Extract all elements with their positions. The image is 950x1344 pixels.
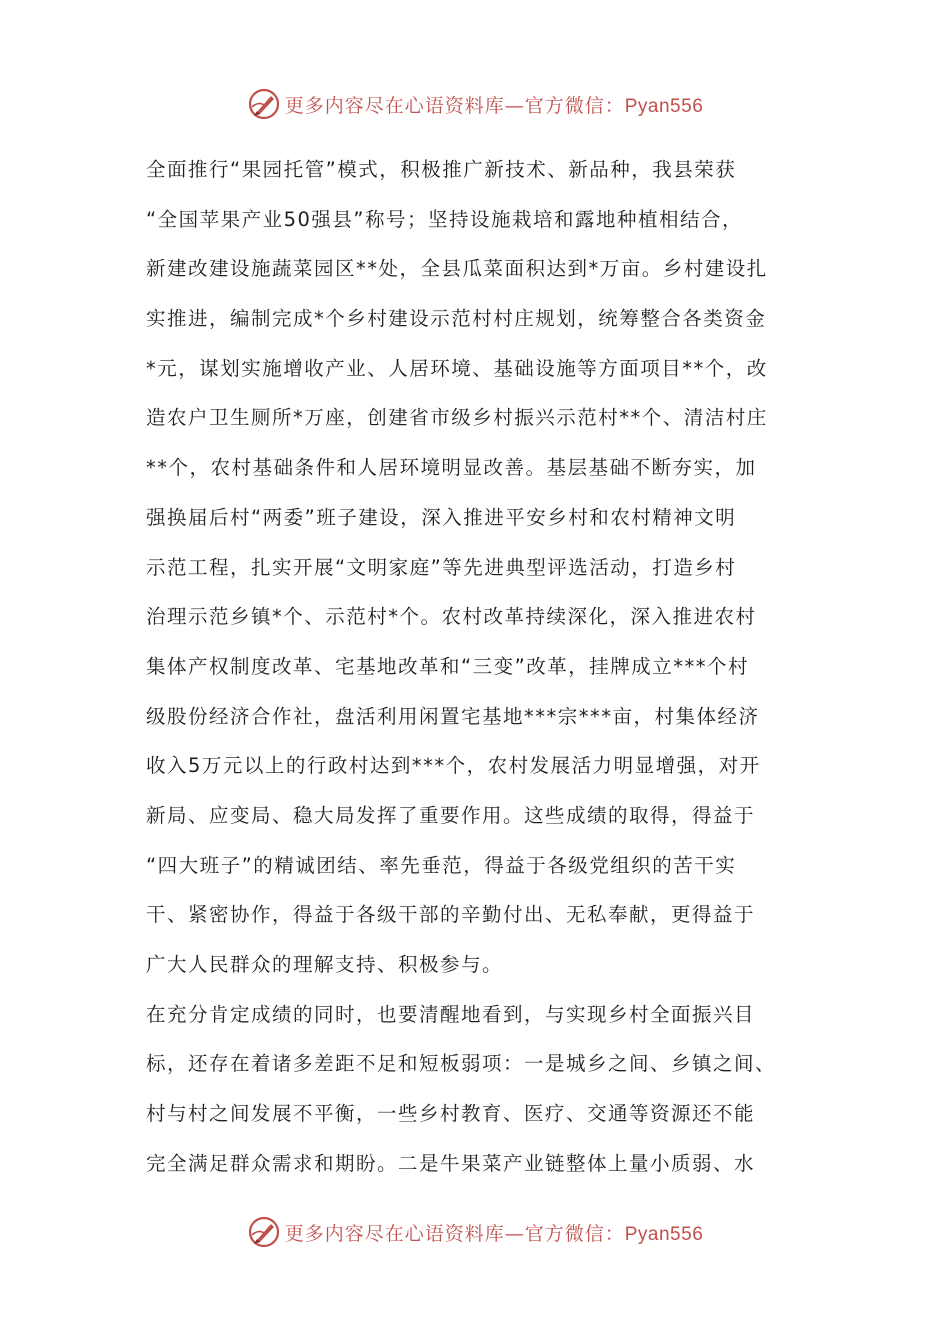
text-line: 级股份经济合作社，盘活利用闲置宅基地***宗***亩，村集体经济 [146,704,760,728]
text-line: 全面推行“果园托管”模式，积极推广新技术、新品种，我县荣获 [146,158,737,181]
footer-banner [0,1210,950,1254]
text-line: 在充分肯定成绩的同时，也要清醒地看到，与实现乡村全面振兴目 [146,1002,756,1026]
footer-banner-text: 更多内容尽在心语资料库—官方微信：Pyan556 [284,1222,704,1245]
text-line: 干、紧密协作，得益于各级干部的辛勤付出、无私奉献，更得益于 [146,903,756,927]
text-line: 治理示范乡镇*个、示范村*个。农村改革持续深化，深入推进农村 [146,605,757,629]
text-line: 示范工程，扎实开展“文明家庭”等先进典型评选活动，打造乡村 [146,555,737,579]
text-line: *元，谋划实施增收产业、人居环境、基础设施等方面项目**个，改 [146,356,768,380]
text-line: 新建改建设施蔬菜园区**处，全县瓜菜面积达到*万亩。乡村建设扎 [146,257,768,281]
text-line: 完全满足群众需求和期盼。二是牛果菜产业链整体上量小质弱、水 [146,1151,756,1175]
text-line: 强换届后村“两委”班子建设，深入推进平安乡村和农村精神文明 [146,505,737,529]
text-line: 集体产权制度改革、宅基地改革和“三变”改革，挂牌成立***个村 [146,654,749,678]
document-body [146,150,812,1193]
pen-logo-icon [247,87,281,121]
text-line: 新局、应变局、稳大局发挥了重要作用。这些成绩的取得，得益于 [146,803,756,827]
text-line: **个，农村基础条件和人居环境明显改善。基层基础不断夯实，加 [146,456,757,480]
text-line: 实推进，编制完成*个乡村建设示范村村庄规划，统筹整合各类资金 [146,307,767,331]
header-banner [0,82,950,126]
text-line: 标，还存在着诸多差距不足和短板弱项：一是城乡之间、乡镇之间、 [146,1052,777,1076]
text-line: 造农户卫生厕所*万座，创建省市级乡村振兴示范村**个、清洁村庄 [146,406,768,430]
text-line: 收入5万元以上的行政村达到***个，农村发展活力明显增强，对开 [146,754,761,778]
text-line: “四大班子”的精诚团结、率先垂范，得益于各级党组织的苦干实 [146,853,737,877]
text-line: “全国苹果产业50强县”称号；坚持设施栽培和露地种植相结合， [146,207,744,231]
text-line: 广大人民群众的理解支持、积极参与。 [146,953,504,976]
header-banner-text: 更多内容尽在心语资料库—官方微信：Pyan556 [284,94,704,117]
pen-logo-icon [247,1215,281,1249]
text-line: 村与村之间发展不平衡，一些乡村教育、医疗、交通等资源还不能 [146,1102,756,1126]
wechat-id: Pyan556 [624,1223,704,1245]
wechat-id: Pyan556 [624,95,704,117]
